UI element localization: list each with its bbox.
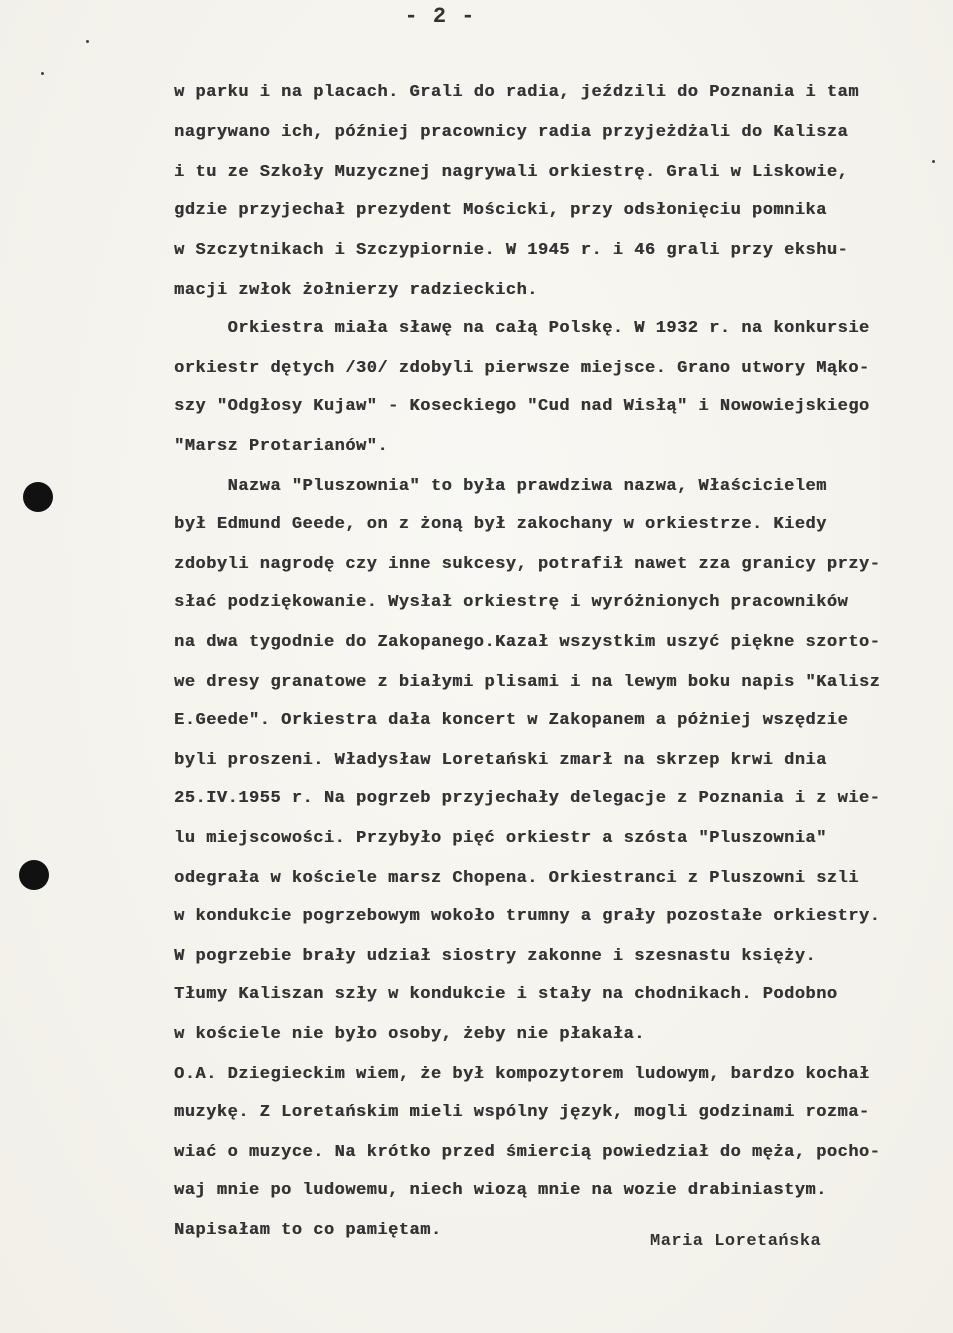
text-line: lu miejscowości. Przybyło pięć orkiestr a szósta "Pluszownia" [174, 829, 827, 848]
text-line: w kościele nie było osoby, żeby nie płakała. [174, 1025, 645, 1044]
text-line: Nazwa "Pluszownia" to była prawdziwa nazwa, Właścicielem [174, 477, 827, 496]
text-line: E.Geede". Orkiestra dała koncert w Zakopanem a póżniej wszędzie [174, 711, 849, 730]
text-line: odegrała w kościele marsz Chopena. Orkiestranci z Pluszowni szli [174, 869, 859, 888]
text-line: Tłumy Kaliszan szły w kondukcie i stały na chodnikach. Podobno [174, 985, 838, 1004]
text-line: 25.IV.1955 r. Na pogrzeb przyjechały delegacje z Poznania i z wie- [174, 789, 881, 808]
text-line: był Edmund Geede, on z żoną był zakochany w orkiestrze. Kiedy [174, 515, 827, 534]
text-line: na dwa tygodnie do Zakopanego.Kazał wszystkim uszyć piękne szorto- [174, 633, 881, 652]
text-line: Orkiestra miała sławę na całą Polskę. W 1932 r. na konkursie [174, 319, 870, 338]
paper-speck [932, 160, 935, 163]
text-line: W pogrzebie brały udział siostry zakonne i szesnastu księży. [174, 947, 817, 966]
text-line: w Szczytnikach i Szczypiornie. W 1945 r. i 46 grali przy ekshu- [174, 241, 849, 260]
text-line: gdzie przyjechał prezydent Mościcki, przy odsłonięciu pomnika [174, 201, 827, 220]
signature-name: Maria Loretańska [650, 1232, 822, 1251]
paper-speck [41, 72, 44, 75]
punch-hole [19, 860, 49, 890]
text-line: we dresy granatowe z białymi plisami i na lewym boku napis "Kalisz [174, 673, 881, 692]
text-line: byli proszeni. Władysław Loretański zmarł na skrzep krwi dnia [174, 751, 827, 770]
paper-speck [86, 40, 89, 43]
text-line: orkiestr dętych /30/ zdobyli pierwsze miejsce. Grano utwory Mąko- [174, 359, 870, 378]
text-line: "Marsz Protarianów". [174, 437, 389, 456]
text-line: waj mnie po ludowemu, niech wiozą mnie na wozie drabiniastym. [174, 1181, 827, 1200]
text-line: Napisałam to co pamiętam. [174, 1221, 442, 1240]
text-line: muzykę. Z Loretańskim mieli wspólny język, mogli godzinami rozma- [174, 1103, 870, 1122]
text-line: szy "Odgłosy Kujaw" - Koseckiego "Cud nad Wisłą" i Nowowiejskiego [174, 397, 870, 416]
text-line: słać podziękowanie. Wysłał orkiestrę i wyróżnionych pracowników [174, 593, 849, 612]
punch-hole [23, 482, 53, 512]
text-line: nagrywano ich, później pracownicy radia przyjeżdżali do Kalisza [174, 123, 849, 142]
text-line: macji zwłok żołnierzy radzieckich. [174, 281, 538, 300]
text-line: w kondukcie pogrzebowym wokoło trumny a grały pozostałe orkiestry. [174, 907, 881, 926]
text-line: zdobyli nagrodę czy inne sukcesy, potrafił nawet zza granicy przy- [174, 555, 881, 574]
text-line: i tu ze Szkoły Muzycznej nagrywali orkiestrę. Grali w Liskowie, [174, 163, 849, 182]
text-line: wiać o muzyce. Na krótko przed śmiercią powiedział do męża, pocho- [174, 1143, 881, 1162]
text-line: w parku i na placach. Grali do radia, jeździli do Poznania i tam [174, 83, 859, 102]
text-line: O.A. Dziegieckim wiem, że był kompozytorem ludowym, bardzo kochał [174, 1065, 870, 1084]
page-number: - 2 - [404, 4, 476, 29]
